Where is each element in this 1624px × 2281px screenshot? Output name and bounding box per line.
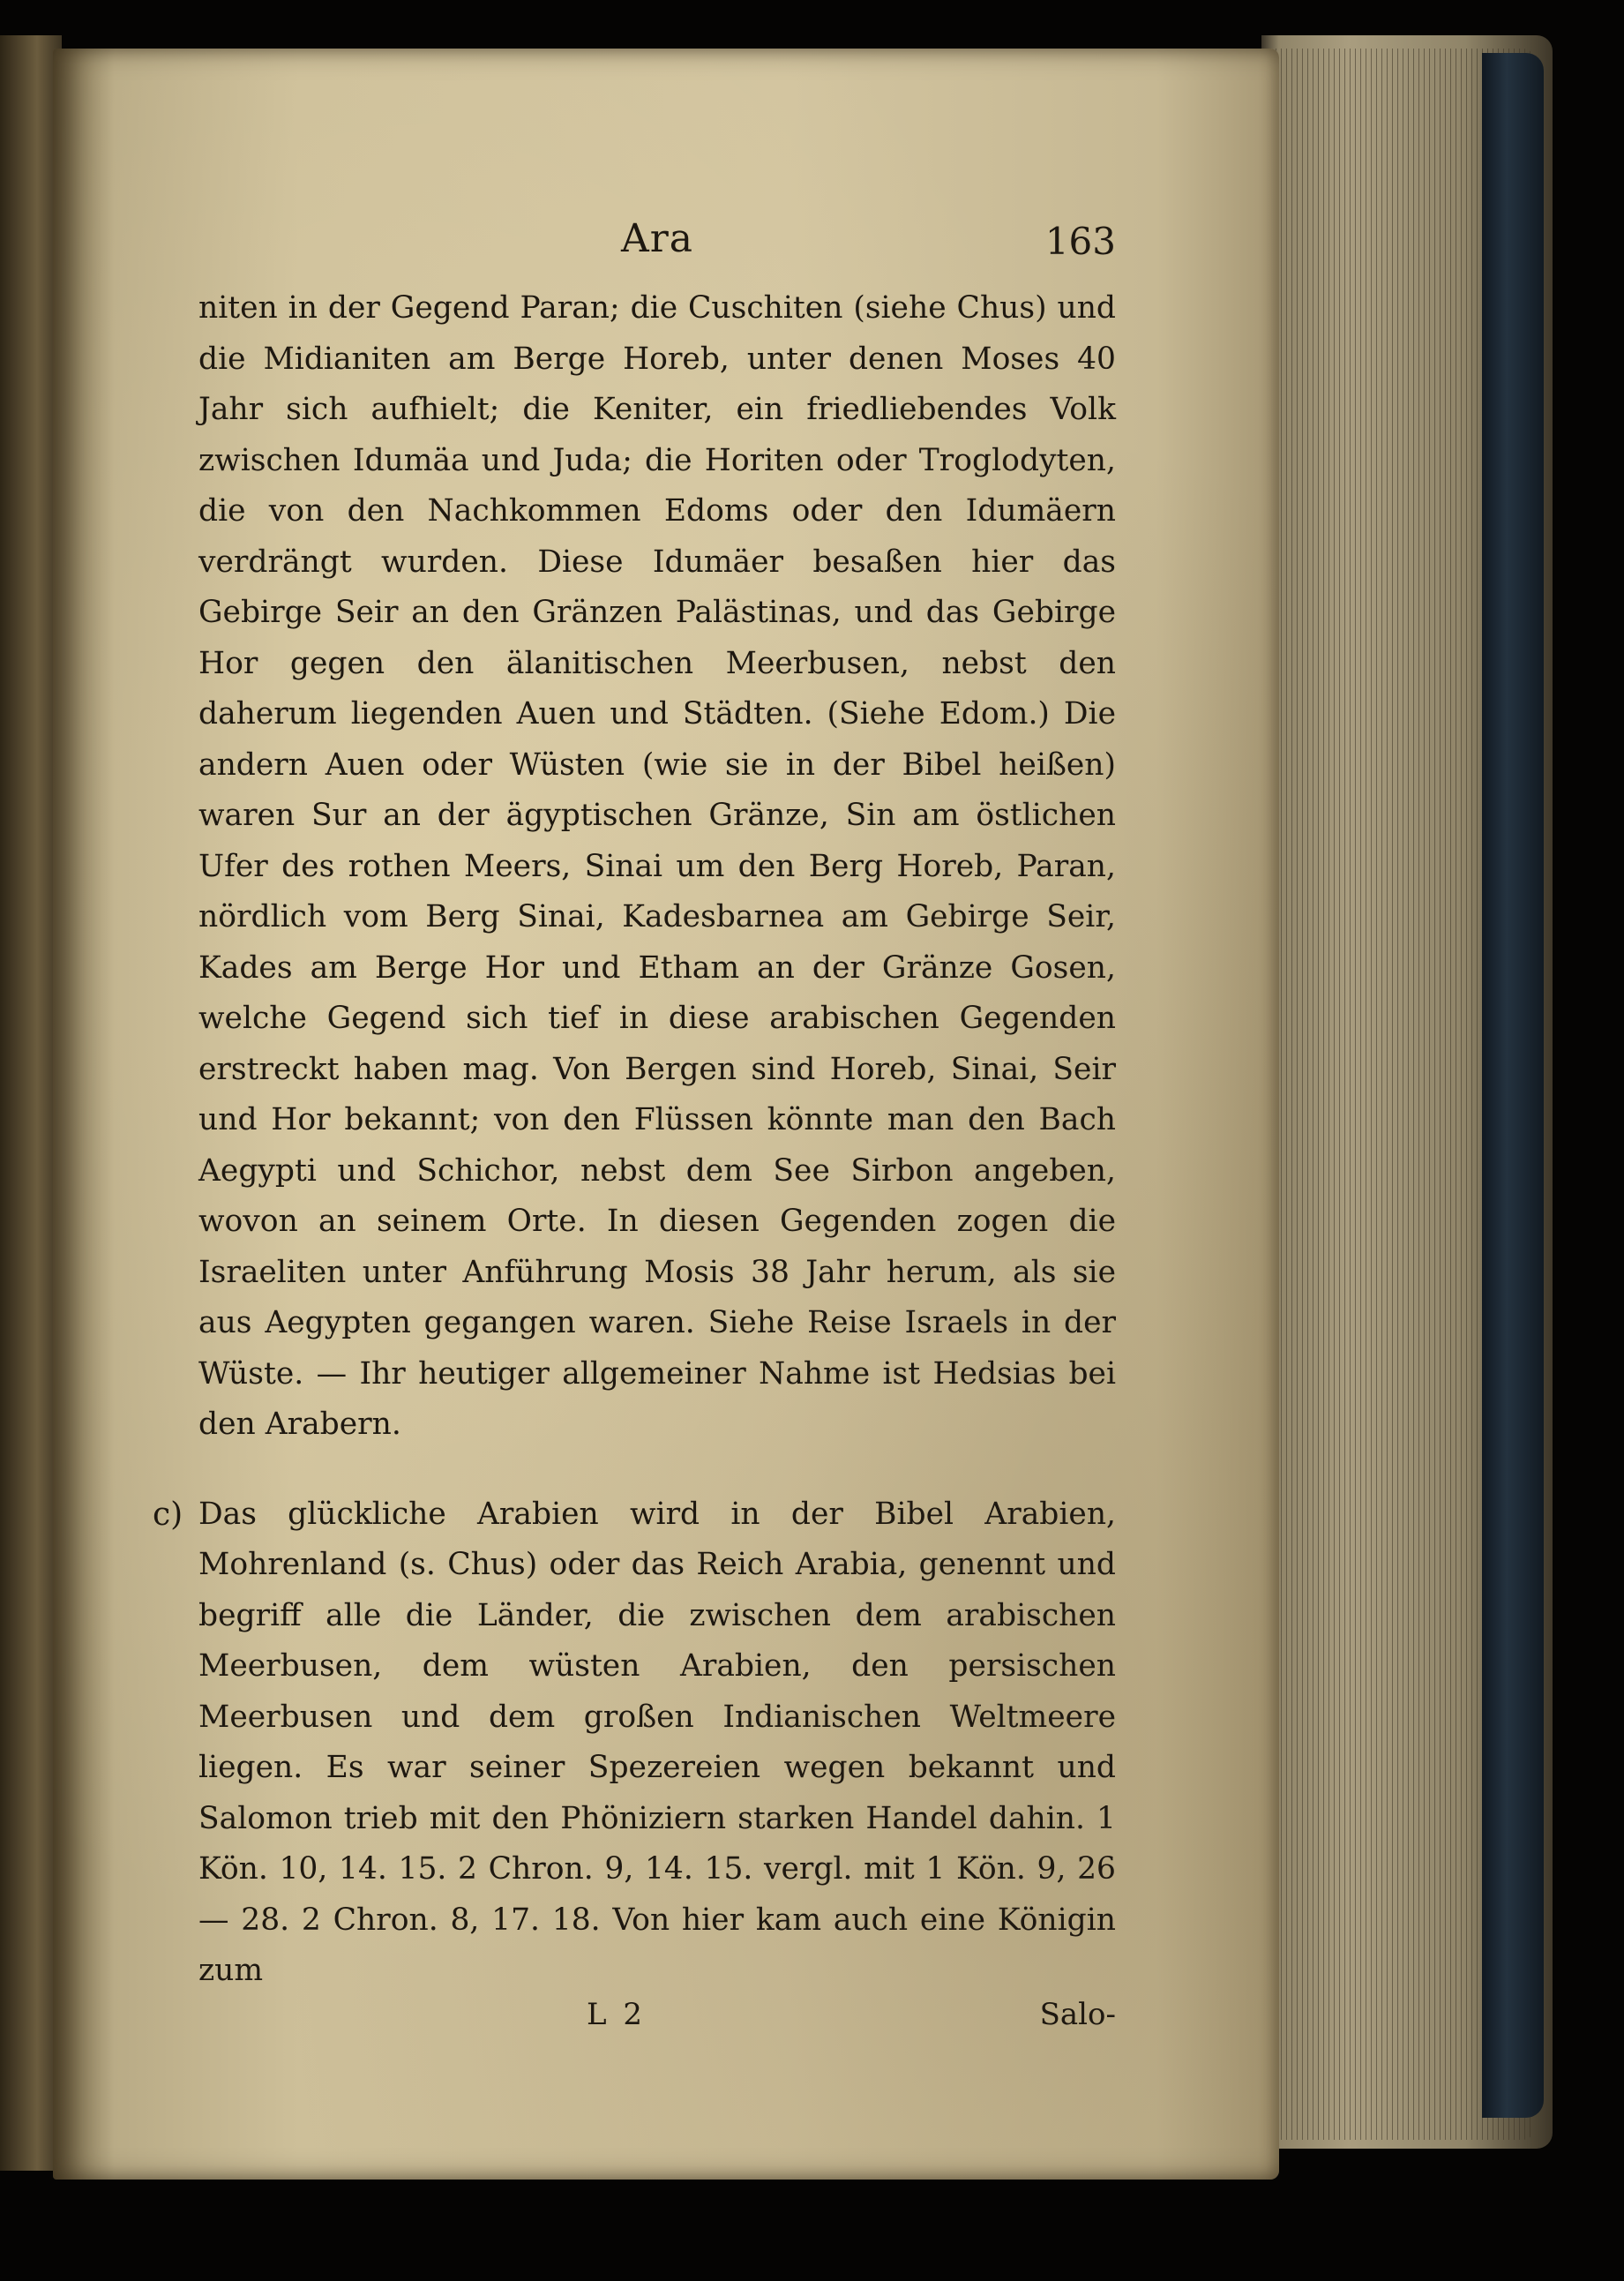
paragraph	[198, 283, 1116, 1451]
signature-mark: L 2	[587, 1996, 647, 2032]
paragraph-text: Das glückliche Arabien wird in der Bibel Arabien, Mohrenland (s. Chus) oder das Reich Arabia, genennt und begriff alle die Länder, die zwischen dem arabischen Meerbusen, dem wüsten Arabien, den persischen Meerbusen und dem großen Indianischen Weltmeere liegen. Es war seiner Spezereien wegen bekannt und Salomon trieb mit den Phöniziern starken Handel dahin. 1 Kön. 10, 14. 15. 2 Chron. 9, 14. 15. vergl. mit 1 Kön. 9, 26 — 28. 2 Chron. 8, 17. 18. Von hier kam auch eine Königin zum	[198, 1496, 1116, 1988]
paragraph	[153, 1489, 1116, 1997]
paragraph-text: niten in der Gegend Paran; die Cuschiten (siehe Chus) und die Midianiten am Berge Horeb, unter denen Moses 40 Jahr sich aufhielt; die Keniter, ein friedliebendes Volk zwischen Idumäa und Juda; die Horiten oder Troglodyten, die von den Nachkommen Edoms oder den Idumäern verdrängt wurden. Diese Idumäer besaßen hier das Gebirge Seir an den Gränzen Palästinas, und das Gebirge Hor gegen den älanitischen Meerbusen, nebst den daherum liegenden Auen und Städten. (Siehe Edom.) Die andern Auen oder Wüsten (wie sie in der Bibel heißen) waren Sur an der ägyptischen Gränze, Sin am östlichen Ufer des rothen Meers, Sinai um den Berg Horeb, Paran, nördlich vom Berg Sinai, Kadesbarnea am Gebirge Seir, Kades am Berge Hor und Etham an der Gränze Gosen, welche Gegend sich tief in diese arabischen Gegenden erstreckt haben mag. Von Bergen sind Horeb, Sinai, Seir und Hor bekannt; von den Flüssen könnte man den Bach Aegypti und Schichor, nebst dem See Sirbon angeben, wovon an seinem Orte. In diesen Gegenden zogen die Israeliten unter Anführung Mosis 38 Jahr herum, als sie aus Aegypten gegangen waren. Siehe Reise Israels in der Wüste. — Ihr heutiger allgemeiner Nahme ist Hedsias bei den Arabern.	[198, 290, 1116, 1442]
book-cover-edge	[1482, 53, 1544, 2118]
catchword: Salo-	[1039, 1996, 1116, 2032]
page-footer	[198, 1997, 1116, 2050]
page-number: 163	[1044, 220, 1116, 263]
page-header	[198, 199, 1116, 278]
book-page	[53, 49, 1279, 2180]
text-block	[153, 199, 1116, 2050]
running-head: Ara	[620, 216, 694, 261]
paragraph-marker: c)	[153, 1496, 183, 1533]
